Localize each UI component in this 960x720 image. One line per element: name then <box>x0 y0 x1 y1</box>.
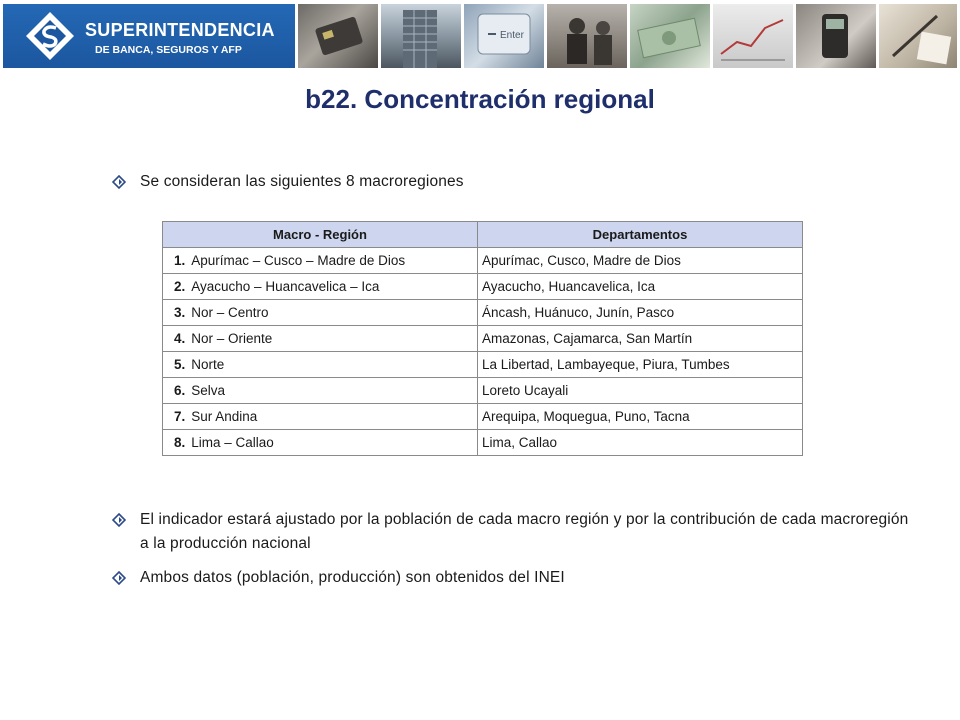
diamond-bullet-icon <box>112 513 126 527</box>
region-cell <box>163 430 478 456</box>
table-row <box>163 248 803 274</box>
table-row <box>163 430 803 456</box>
page-title: b22. Concentración regional <box>305 84 655 114</box>
region-name: Norte <box>191 357 225 372</box>
column-header-macro-region: Macro - Región <box>163 222 478 248</box>
graph-photo <box>713 4 793 68</box>
row-number: 4. <box>174 331 186 346</box>
region-cell <box>163 378 478 404</box>
region-name: Sur Andina <box>191 409 258 424</box>
row-number: 1. <box>174 253 186 268</box>
departamentos-cell: Lima, Callao <box>478 430 803 456</box>
logo-title: SUPERINTENDENCIA <box>85 20 275 40</box>
departamentos-cell: La Libertad, Lambayeque, Piura, Tumbes <box>478 352 803 378</box>
svg-text:Enter: Enter <box>500 30 524 41</box>
region-cell <box>163 248 478 274</box>
payment-terminal-photo <box>796 4 876 68</box>
row-number: 8. <box>174 435 186 450</box>
row-number: 2. <box>174 279 186 294</box>
row-number: 3. <box>174 305 186 320</box>
bullet-intro-text: Se consideran las siguientes 8 macroregiones <box>140 173 464 190</box>
region-name: Apurímac – Cusco – Madre de Dios <box>191 253 406 268</box>
region-name: Nor – Centro <box>191 305 269 320</box>
table-row <box>163 352 803 378</box>
departamentos-cell: Apurímac, Cusco, Madre de Dios <box>478 248 803 274</box>
region-name: Lima – Callao <box>191 435 274 450</box>
departamentos-cell: Loreto Ucayali <box>478 378 803 404</box>
diamond-bullet-icon <box>112 571 126 585</box>
bullet-note-1-text: El indicador estará ajustado por la población de cada macro región y por la contribución de cada macroregión a la producción nacional <box>140 511 909 552</box>
column-header-departamentos: Departamentos <box>478 222 803 248</box>
bullet-note-1 <box>112 508 912 556</box>
keyboard-enter-photo <box>464 4 544 68</box>
table-row <box>163 274 803 300</box>
table-row <box>163 326 803 352</box>
macroregion-table <box>162 221 803 456</box>
bullet-intro <box>112 170 912 194</box>
table-header-row <box>163 222 803 248</box>
table-row <box>163 378 803 404</box>
writing-photo <box>879 4 957 68</box>
departamentos-cell: Amazonas, Cajamarca, San Martín <box>478 326 803 352</box>
row-number: 5. <box>174 357 186 372</box>
departamentos-cell: Ayacucho, Huancavelica, Ica <box>478 274 803 300</box>
region-cell <box>163 274 478 300</box>
bullet-note-2 <box>112 566 912 590</box>
credit-card-photo <box>298 4 378 68</box>
logo-diamond-icon <box>25 11 75 61</box>
region-cell <box>163 326 478 352</box>
table-row <box>163 300 803 326</box>
bullet-note-2-text: Ambos datos (población, producción) son obtenidos del INEI <box>140 569 565 586</box>
region-name: Ayacucho – Huancavelica – Ica <box>191 279 380 294</box>
money-photo <box>630 4 710 68</box>
header-banner <box>0 0 960 72</box>
row-number: 7. <box>174 409 186 424</box>
departamentos-cell: Arequipa, Moquegua, Puno, Tacna <box>478 404 803 430</box>
table-row <box>163 404 803 430</box>
building-photo <box>381 4 461 68</box>
logo-subtitle: DE BANCA, SEGUROS Y AFP <box>95 44 242 56</box>
meeting-photo <box>547 4 627 68</box>
region-cell <box>163 404 478 430</box>
region-name: Nor – Oriente <box>191 331 273 346</box>
region-name: Selva <box>191 383 226 398</box>
diamond-bullet-icon <box>112 175 126 189</box>
region-cell <box>163 352 478 378</box>
sbs-logo <box>3 4 295 68</box>
region-cell <box>163 300 478 326</box>
row-number: 6. <box>174 383 186 398</box>
departamentos-cell: Áncash, Huánuco, Junín, Pasco <box>478 300 803 326</box>
